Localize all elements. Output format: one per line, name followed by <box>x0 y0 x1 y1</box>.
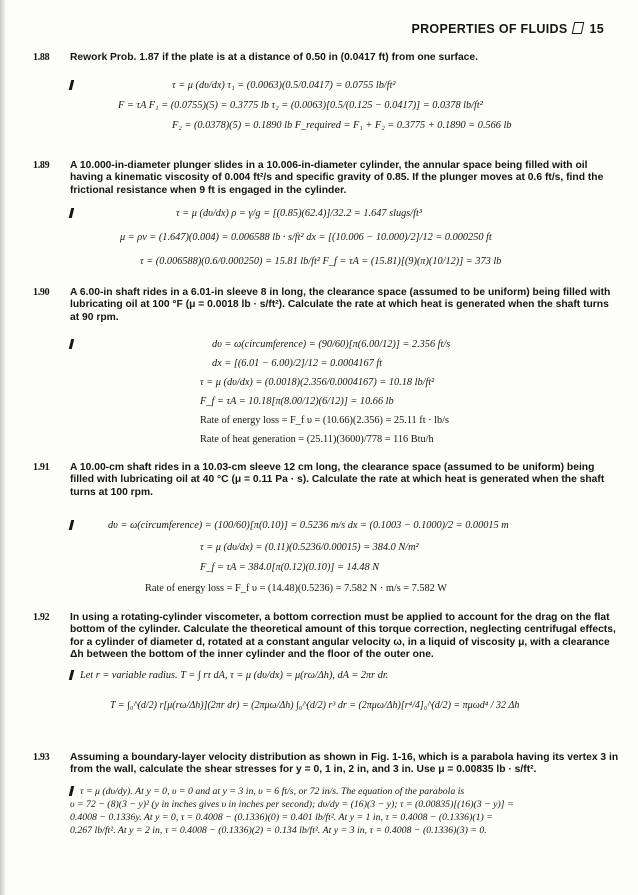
statement-line: from the wall, calculate the shear stresses for y = 0, 1 in, 2 in, and 3 in. Use μ = 0.00835 lb · s/ft². <box>70 764 537 776</box>
statement-line: bottom of the cylinder. Calculate the theoretical amount of this torque correction, neglecting centrifugal effects, <box>70 624 616 636</box>
statement-line: In using a rotating-cylinder viscometer, a bottom correction must be applied to account for the drag on the flat <box>70 612 610 623</box>
statement-line: Assuming a boundary-layer velocity distribution as shown in Fig. 1-16, which is a parabola having its vertex 3 in <box>70 752 619 763</box>
statement-line: Δh between the bottom of the inner cylinder and the floor of the outer one. <box>70 648 434 660</box>
statement-line: at 90 rpm. <box>70 311 119 323</box>
solution-line: υ = 72 − (8)(3 − y)² (y in inches gives υ in inches per second); dυ/dy = (16)(3 − y); τ = (0.00835)[(16)(3 − y)] = <box>70 799 514 810</box>
solution-marker <box>69 786 74 796</box>
square-icon <box>572 22 585 34</box>
statement-line: having a kinematic viscosity of 0.004 ft²/s and specific gravity of 0.85. If the plunger moves at 0.6 ft/s, find the <box>70 172 604 184</box>
solution-marker <box>69 520 74 530</box>
running-header <box>411 22 604 36</box>
solution-line: 0.4008 − 0.1336y. At y = 0, τ = 0.4008 − (0.1336)(0) = 0.401 lb/ft². At y = 1 in, τ = 0.4008 − (0.1336)(1) = <box>70 812 493 823</box>
statement-line: turns at 100 rpm. <box>70 486 153 498</box>
problem-number: 1.92 <box>33 612 50 623</box>
statement-line: A 10.000-in-diameter plunger slides in a 10.006-in-diameter cylinder, the annular space being filled with oil <box>70 160 588 171</box>
statement-line: A 6.00-in shaft rides in a 6.01-in sleeve 8 in long, the clearance space (assumed to be uniform) being filled with <box>70 287 611 298</box>
solution-line: τ = μ (dυ/dx) = (0.11)(0.5236/0.00015) = 384.0 N/m² <box>200 542 419 553</box>
solution-line: dυ = ω(circumference) = (100/60)[π(0.10)] = 0.5236 m/s dx = (0.1003 − 0.1000)/2 = 0.00015 m <box>108 520 509 531</box>
solution-marker <box>69 670 74 680</box>
solution-line: Let r = variable radius. T = ∫ rτ dA, τ = μ (dυ/dx) = μ(rω/Δh), dA = 2πr dr. <box>80 670 389 681</box>
statement-line: for a cylinder of diameter d, rotated at a constant angular velocity ω, in a liquid of viscosity μ, with a clearance <box>70 636 610 648</box>
solution-marker <box>69 208 74 218</box>
problem-statement <box>70 462 610 499</box>
page-number: 15 <box>589 22 604 36</box>
solution-line: F₂ = (0.0378)(5) = 0.1890 lb F_required = F₁ + F₂ = 0.3775 + 0.1890 = 0.566 lb <box>172 120 512 131</box>
solution-line: τ = (0.006588)(0.6/0.000250) = 15.81 lb/ft² F_f = τA = (15.81)[(9)(π)(10/12)] = 373 lb <box>140 256 502 267</box>
problem-statement <box>70 287 610 324</box>
problem-number: 1.90 <box>33 287 50 298</box>
solution-line: T = ∫₀^(d/2) r[μ(rω/Δh)](2πr dr) = (2πμω/Δh) ∫₀^(d/2) r³ dr = (2πμω/Δh)[r⁴/4]₀^(d/2) = πμωd⁴ / 32 Δh <box>110 700 520 711</box>
solution-line: F_f = τA = 10.18[π(8.00/12)(6/12)] = 10.66 lb <box>200 396 394 407</box>
solution-line: τ = μ (dυ/dx) = (0.0018)(2.356/0.0004167) = 10.18 lb/ft² <box>200 377 435 388</box>
solution-line: Rate of heat generation = (25.11)(3600)/778 = 116 Btu/h <box>200 434 434 445</box>
statement-line: lubricating oil at 100 °F (μ = 0.0018 lb · s/ft²). Calculate the rate at which heat is generated when the shaft turns <box>70 299 609 311</box>
statement-line: A 10.00-cm shaft rides in a 10.03-cm sleeve 12 cm long, the clearance space (assumed to be uniform) being <box>70 462 595 473</box>
problem-number: 1.88 <box>33 52 50 63</box>
statement-line: frictional resistance when 9 ft is engaged in the cylinder. <box>70 184 347 196</box>
problem-statement <box>70 752 619 777</box>
problem-number: 1.91 <box>33 462 50 473</box>
solution-line: Rate of energy loss = F_f υ = (10.66)(2.356) = 25.11 ft · lb/s <box>200 415 450 426</box>
solution-line: F = τA F₁ = (0.0755)(5) = 0.3775 lb τ₂ = (0.0063)[0.5/(0.125 − 0.0417)] = 0.0378 lb/ft² <box>118 100 483 111</box>
header-title: PROPERTIES OF FLUIDS <box>411 22 568 36</box>
problem-statement <box>70 52 610 64</box>
solution-marker <box>69 339 74 349</box>
solution-line: F_f = τA = 384.0[π(0.12)(0.10)] = 14.48 N <box>200 562 380 573</box>
statement-line: Rework Prob. 1.87 if the plate is at a distance of 0.50 in (0.0417 ft) from one surface. <box>70 52 478 63</box>
problem-statement <box>70 612 616 661</box>
solution-line: dυ = ω(circumference) = (90/60)[π(6.00/12)] = 2.356 ft/s <box>212 339 451 350</box>
solution-line: dx = [(6.01 − 6.00)/2]/12 = 0.0004167 ft <box>212 358 383 369</box>
solution-line: τ = μ (dυ/dx) τ₁ = (0.0063)(0.5/0.0417) = 0.0755 lb/ft² <box>172 80 396 91</box>
solution-line: τ = μ (dυ/dx) ρ = γ/g = [(0.85)(62.4)]/32.2 = 1.647 slugs/ft³ <box>176 208 422 219</box>
page-edge-shadow <box>0 0 6 895</box>
solution-marker <box>69 80 74 90</box>
problem-number: 1.93 <box>33 752 50 763</box>
solution-line: τ = μ (dυ/dy). At y = 0, υ = 0 and at y = 3 in, υ = 6 ft/s, or 72 in/s. The equation of the parabola is <box>80 786 465 797</box>
solution-line: μ = ρν = (1.647)(0.004) = 0.006588 lb · s/ft² dx = [(10.006 − 10.000)/2]/12 = 0.000250 ft <box>120 232 492 243</box>
solution-line: 0.267 lb/ft². At y = 2 in, τ = 0.4008 − (0.1336)(2) = 0.134 lb/ft². At y = 3 in, τ = 0.4008 − (0.1336)(3) = 0. <box>70 825 487 836</box>
solution-line: Rate of energy loss = F_f υ = (14.48)(0.5236) = 7.582 N · m/s = 7.582 W <box>145 583 447 594</box>
problem-statement <box>70 160 610 197</box>
statement-line: filled with lubricating oil at 40 °C (μ = 0.11 Pa · s). Calculate the rate at which heat is generated when the shaft <box>70 474 605 486</box>
problem-number: 1.89 <box>33 160 50 171</box>
